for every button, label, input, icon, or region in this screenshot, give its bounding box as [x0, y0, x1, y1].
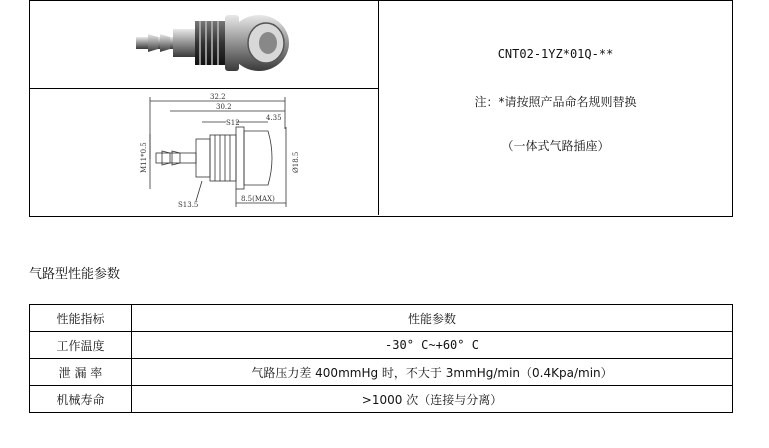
product-table — [29, 0, 733, 217]
dim-hex-top: S12 — [226, 119, 240, 127]
header-label: 性能指标 — [30, 305, 132, 332]
table-header-row — [30, 305, 733, 332]
performance-table — [29, 304, 733, 413]
table-row — [30, 386, 733, 413]
row-value: >1000 次（连接与分离） — [132, 386, 733, 413]
row-label: 工作温度 — [30, 332, 132, 359]
dim-max: 8.5(MAX) — [241, 195, 275, 203]
technical-drawing — [30, 89, 379, 215]
row-value: 气路压力差 400mmHg 时，不大于 3mmHg/min（0.4Kpa/min） — [132, 359, 733, 386]
row-label: 机械寿命 — [30, 386, 132, 413]
dim-overall: 32.2 — [210, 93, 226, 101]
product-type: （一体式气路插座） — [501, 139, 610, 153]
row-value: -30° C~+60° C — [132, 332, 733, 359]
dim-thread: M11*0.5 — [140, 142, 148, 173]
table-row — [30, 359, 733, 386]
product-photo — [30, 1, 379, 89]
connector-photo-icon — [30, 1, 377, 87]
dim-hex-bottom: S13.5 — [178, 201, 199, 209]
dimension-drawing-icon — [30, 89, 377, 215]
table-row — [30, 332, 733, 359]
product-note: 注：*请按照产品命名规则替换 — [474, 95, 637, 109]
dim-flange: 4.35 — [266, 114, 282, 122]
section-title: 气路型性能参数 — [29, 267, 121, 282]
row-label: 泄 漏 率 — [30, 359, 132, 386]
header-value: 性能参数 — [132, 305, 733, 332]
dim-diameter: Ø18.5 — [292, 151, 300, 173]
product-info-cell — [379, 1, 732, 216]
product-code: CNT02-1YZ*01Q-** — [497, 47, 614, 61]
dim-body: 30.2 — [216, 103, 232, 111]
